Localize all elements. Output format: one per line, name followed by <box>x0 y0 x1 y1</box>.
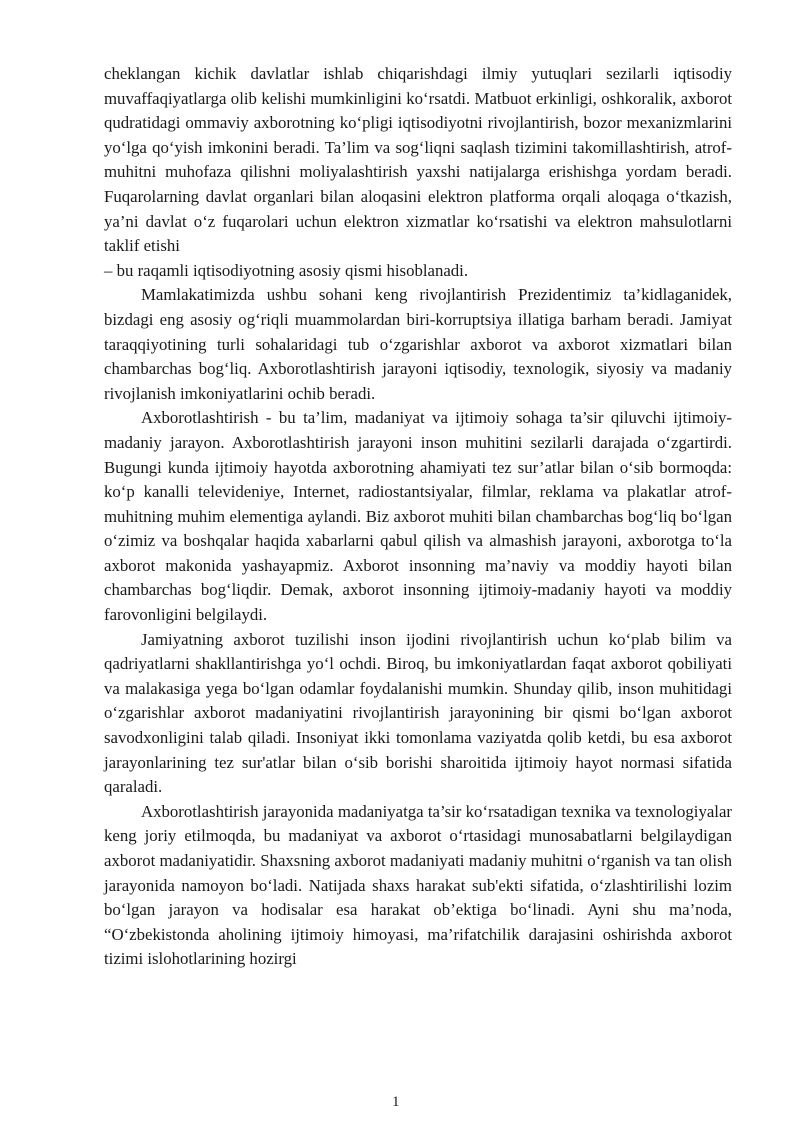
paragraph-5: Jamiyatning axborot tuzilishi inson ijodini rivojlantirish uchun ko‘plab bilim va qadriyatlarni shakllantirishga yo‘l ochdi. Biroq, bu imkoniyatlardan faqat axborot qobiliyati va malakasiga yega bo‘lgan odamlar foydalanishi mumkin. Shunday qilib, inson muhitidagi o‘zgarishlar axborot madaniyatini rivojlantirish jarayonining bir qismi bo‘lgan axborot savodxonligini talab qiladi. Insoniyat ikki tomonlama vaziyatda qolib ketdi, bu esa axborot jarayonlarining tez sur'atlar bilan o‘sib borishi sharoitida ijtimoiy hayot normasi sifatida qaraladi. <box>104 629 732 797</box>
paragraph-2: – bu raqamli iqtisodiyotning asosiy qismi hisoblanadi. <box>104 260 469 280</box>
paragraph-6: Axborotlashtirish jarayonida madaniyatga ta’sir ko‘rsatadigan texnika va texnologiyalar keng joriy etilmoqda, bu madaniyat va axborot o‘rtasidagi munosabatlarni belgilaydigan axborot madaniyatidir. Shaxsning axborot madaniyati madaniy muhitni o‘rganish va tan olish jarayonida namoyon bo‘ladi. Natijada shaxs harakat sub'ekti sifatida, o‘zlashtirilishi lozim bo‘lgan jarayon va hodisalar esa harakat ob’ektiga bo‘linadi. Ayni shu ma’noda, “O‘zbekistonda aholining ijtimoiy himoyasi, ma’rifatchilik darajasini oshirishda axborot tizimi islohotlarining hozirgi <box>104 801 732 969</box>
paragraph-3: Mamlakatimizda ushbu sohani keng rivojlantirish Prezidentimiz ta’kidlaganidek, bizdagi eng asosiy og‘riqli muammolardan biri-korruptsiya illatiga barham beradi. Jamiyat taraqqiyotining turli sohalaridagi tub o‘zgarishlar axborot va axborot xizmatlari bilan chambarchas bog‘liq. Axborotlashtirish jarayoni iqtisodiy, texnologik, siyosiy va madaniy rivojlanish imkoniyatlarini ochib beradi. <box>104 285 732 403</box>
page-number: 1 <box>392 1094 400 1110</box>
paragraph-4: Axborotlashtirish - bu ta’lim, madaniyat va ijtimoiy sohaga ta’sir qiluvchi ijtimoiy-madaniy jarayon. Axborotlashtirish jarayoni inson muhitini sezilarli darajada o‘zgartirdi. Bugungi kunda ijtimoiy hayotda axborotning ahamiyati tez sur’atlar bilan o‘sib bormoqda: ko‘p kanalli televideniye, Internet, radiostantsiyalar, filmlar, reklama va plakatlar atrof-muhitning muhim elementiga aylandi. Biz axborot muhiti bilan chambarchas bog‘liq bo‘lgan o‘zimiz va boshqalar haqida xabarlarni qabul qilish va almashish jarayoni, axborotga to‘la axborot makonida yashayapmiz. Axborot insonning ma’naviy va moddiy hayoti bilan chambarchas bog‘liqdir. Demak, axborot insonning ijtimoiy-madaniy hayoti va moddiy farovonligini belgilaydi. <box>104 408 732 625</box>
document-body <box>104 62 732 972</box>
paragraph-1: cheklangan kichik davlatlar ishlab chiqarishdagi ilmiy yutuqlari sezilarli iqtisodiy muvaffaqiyatlarga olib kelishi mumkinligini ko‘rsatdi. Matbuot erkinligi, oshkoralik, axborot qudratidagi ommaviy axborotning ko‘pligi iqtisodiyotni rivojlantirish, bozor mexanizmlarini yo‘lga qo‘yish imkonini beradi. Ta’lim va sog‘liqni saqlash tizimini takomillashtirish, atrof-muhitni muhofaza qilishni moliyalashtirish yaxshi natijalarga erishishga yordam beradi. Fuqarolarning davlat organlari bilan aloqasini elektron platforma orqali aloqaga o‘tkazish, ya’ni davlat o‘z fuqarolari uchun elektron xizmatlar ko‘rsatishi va elektron mahsulotlarni taklif etishi <box>104 64 732 256</box>
